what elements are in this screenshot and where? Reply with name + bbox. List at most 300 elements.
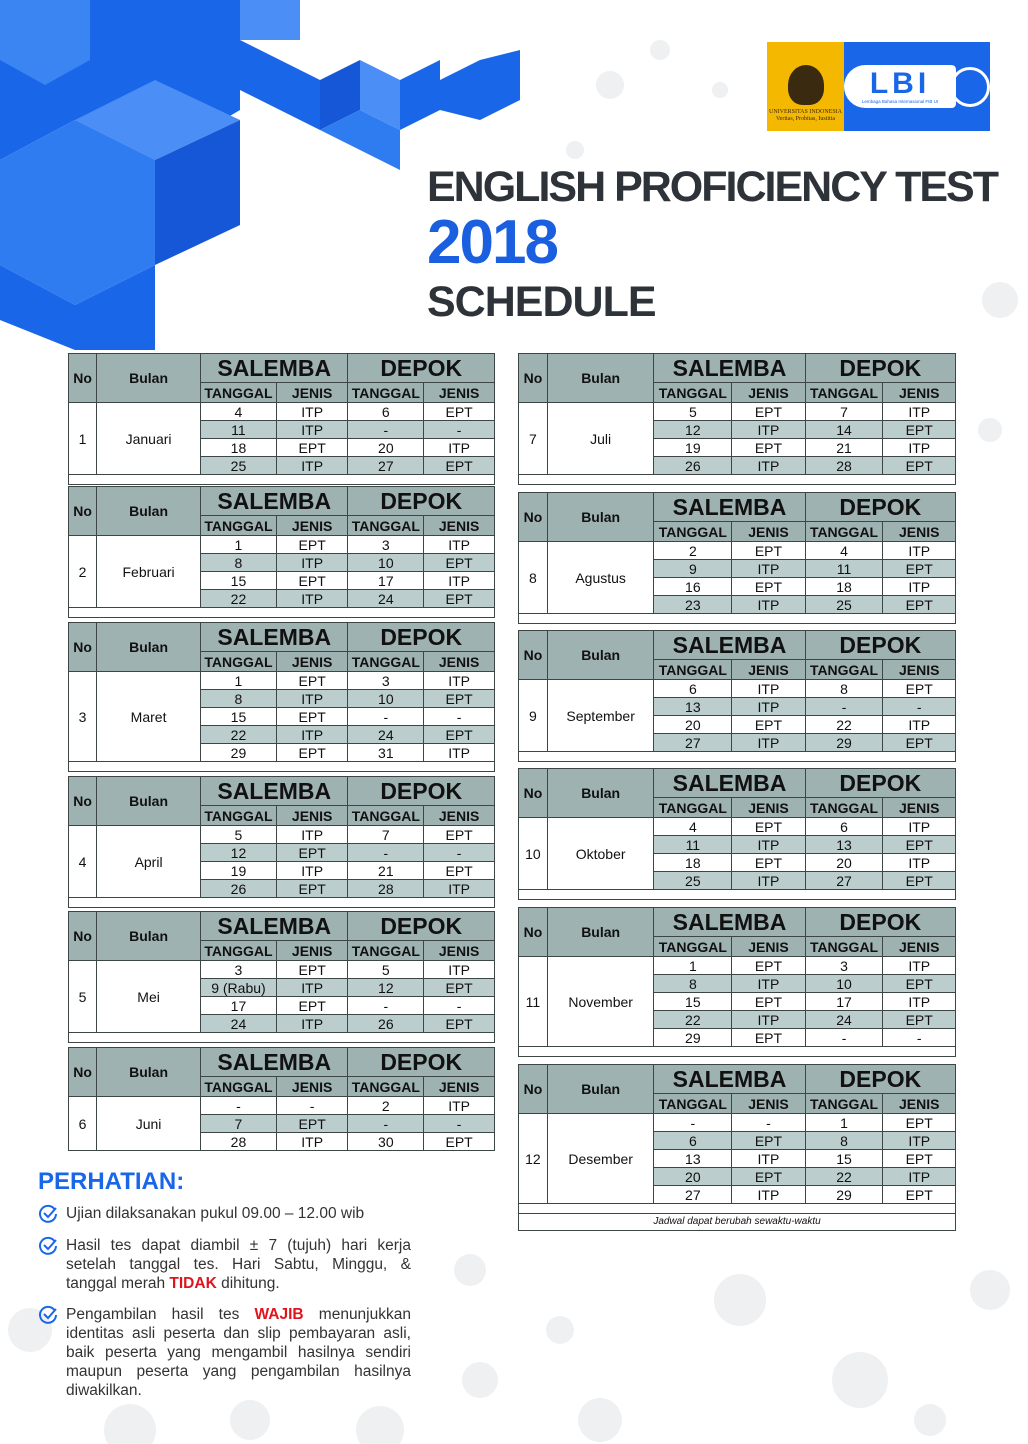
depok-date: 21: [348, 862, 424, 880]
depok-type: EPT: [424, 862, 495, 880]
header-depok: DEPOK: [805, 354, 955, 383]
salemba-date: 15: [201, 572, 277, 590]
depok-date: 27: [805, 872, 883, 890]
salemba-date: 25: [201, 457, 277, 475]
table-spacer: [519, 1204, 956, 1214]
header-no: No: [69, 777, 97, 826]
depok-type: EPT: [883, 1114, 956, 1132]
depok-type: EPT: [424, 979, 495, 997]
salemba-date: 6: [654, 1132, 732, 1150]
depok-type: ITP: [424, 880, 495, 898]
depok-type: EPT: [424, 403, 495, 421]
table-spacer: [69, 762, 495, 772]
salemba-type: ITP: [276, 403, 348, 421]
table-spacer: [519, 752, 956, 762]
salemba-type: EPT: [276, 708, 348, 726]
salemba-date: 23: [654, 596, 732, 614]
month-name: Oktober: [547, 818, 654, 890]
depok-type: ITP: [883, 818, 956, 836]
header-bulan: Bulan: [97, 777, 201, 826]
month-name: April: [97, 826, 201, 898]
depok-type: EPT: [424, 590, 495, 608]
header-tanggal: TANGGAL: [348, 652, 424, 672]
header-jenis: JENIS: [732, 383, 805, 403]
salemba-date: 8: [201, 554, 277, 572]
month-name: Januari: [97, 403, 201, 475]
depok-type: ITP: [424, 439, 495, 457]
header-tanggal: TANGGAL: [654, 798, 732, 818]
lbi-brand: LBI: [869, 67, 931, 100]
header-jenis: JENIS: [424, 652, 495, 672]
depok-date: -: [348, 708, 424, 726]
depok-date: 10: [805, 975, 883, 993]
header-depok: DEPOK: [348, 623, 495, 652]
depok-type: EPT: [883, 1011, 956, 1029]
header-jenis: JENIS: [424, 806, 495, 826]
header-no: No: [519, 493, 548, 542]
month-schedule-table: [68, 622, 495, 772]
salemba-date: 25: [654, 872, 732, 890]
salemba-date: 4: [654, 818, 732, 836]
salemba-date: 16: [654, 578, 732, 596]
depok-type: ITP: [883, 1132, 956, 1150]
salemba-type: ITP: [732, 680, 805, 698]
depok-date: 4: [805, 542, 883, 560]
depok-type: ITP: [424, 1097, 495, 1115]
salemba-date: 6: [654, 680, 732, 698]
makara-seal-icon: [788, 65, 824, 105]
depok-type: -: [424, 997, 495, 1015]
salemba-date: 8: [654, 975, 732, 993]
salemba-type: EPT: [276, 439, 348, 457]
depok-type: ITP: [424, 672, 495, 690]
table-row: [69, 672, 495, 690]
depok-type: ITP: [883, 957, 956, 975]
depok-date: 12: [348, 979, 424, 997]
depok-type: EPT: [883, 457, 956, 475]
salemba-date: 29: [201, 744, 277, 762]
header-tanggal: TANGGAL: [201, 806, 277, 826]
salemba-date: 18: [654, 854, 732, 872]
header-tanggal: TANGGAL: [201, 1077, 277, 1097]
salemba-type: EPT: [276, 880, 348, 898]
attention-text-part: Hasil tes dapat diambil ± 7 (tujuh) hari kerja setelah tanggal tes. Hari Sabtu, Minggu, & tanggal merah: [66, 1237, 411, 1292]
header-tanggal: TANGGAL: [805, 522, 883, 542]
salemba-date: 22: [654, 1011, 732, 1029]
depok-type: EPT: [424, 457, 495, 475]
attention-text-part: dihitung.: [216, 1275, 280, 1292]
salemba-type: ITP: [276, 826, 348, 844]
attention-text-part: menunjukkan identitas asli peserta dan slip pembayaran asli, baik peserta yang mengambil hasilnya sendiri maupun peserta yang pengambilan hasilnya diwakilkan.: [66, 1306, 411, 1399]
salemba-type: EPT: [732, 1132, 805, 1150]
header-jenis: JENIS: [732, 937, 805, 957]
header-depok: DEPOK: [348, 912, 495, 941]
depok-date: 26: [348, 1015, 424, 1033]
depok-type: -: [883, 1029, 956, 1047]
depok-type: -: [424, 708, 495, 726]
salemba-date: 22: [201, 590, 277, 608]
depok-date: 11: [805, 560, 883, 578]
depok-type: EPT: [424, 554, 495, 572]
table-row: [519, 542, 956, 560]
header-no: No: [69, 912, 97, 961]
salemba-date: 5: [201, 826, 277, 844]
salemba-type: ITP: [732, 1150, 805, 1168]
depok-date: 3: [805, 957, 883, 975]
table-row: [69, 1097, 495, 1115]
salemba-date: 29: [654, 1029, 732, 1047]
header-tanggal: TANGGAL: [654, 660, 732, 680]
header-tanggal: TANGGAL: [654, 383, 732, 403]
depok-date: 8: [805, 1132, 883, 1150]
header-salemba: SALEMBA: [201, 487, 348, 516]
salemba-type: EPT: [732, 957, 805, 975]
depok-date: 24: [348, 590, 424, 608]
salemba-type: ITP: [732, 975, 805, 993]
depok-type: -: [424, 844, 495, 862]
header-tanggal: TANGGAL: [348, 1077, 424, 1097]
depok-date: 22: [805, 716, 883, 734]
salemba-type: EPT: [276, 744, 348, 762]
title-year: 2018: [427, 208, 557, 277]
table-row: [519, 957, 956, 975]
salemba-type: EPT: [276, 844, 348, 862]
table-row: [69, 961, 495, 979]
salemba-date: 9 (Rabu): [201, 979, 277, 997]
attention-text-part: Pengambilan hasil tes: [66, 1306, 255, 1323]
salemba-date: 11: [201, 421, 277, 439]
header-tanggal: TANGGAL: [348, 941, 424, 961]
page-title: [427, 162, 997, 330]
attention-text: [66, 1305, 411, 1400]
university-motto: Veritas, Probitas, Iustitia: [776, 116, 835, 122]
depok-type: ITP: [424, 536, 495, 554]
depok-date: -: [348, 1115, 424, 1133]
header-jenis: JENIS: [276, 806, 348, 826]
salemba-type: ITP: [732, 698, 805, 716]
header-no: No: [519, 354, 548, 403]
salemba-date: -: [201, 1097, 277, 1115]
depok-type: ITP: [883, 578, 956, 596]
salemba-type: ITP: [732, 596, 805, 614]
month-schedule-table: [518, 492, 956, 624]
header-tanggal: TANGGAL: [805, 660, 883, 680]
depok-date: 29: [805, 1186, 883, 1204]
attention-item: [38, 1236, 411, 1293]
salemba-date: 12: [654, 421, 732, 439]
month-number: 3: [69, 672, 97, 762]
depok-date: 24: [805, 1011, 883, 1029]
header-bulan: Bulan: [547, 908, 654, 957]
salemba-type: EPT: [276, 672, 348, 690]
month-schedule-table: [68, 911, 495, 1043]
salemba-type: ITP: [732, 836, 805, 854]
month-name: September: [547, 680, 654, 752]
table-row: [69, 826, 495, 844]
depok-date: 29: [805, 734, 883, 752]
depok-type: ITP: [883, 439, 956, 457]
depok-date: 5: [348, 961, 424, 979]
title-line-3: SCHEDULE: [427, 278, 656, 326]
depok-type: EPT: [883, 596, 956, 614]
salemba-type: EPT: [276, 961, 348, 979]
salemba-date: 3: [201, 961, 277, 979]
table-row: [69, 536, 495, 554]
depok-type: EPT: [424, 1133, 495, 1151]
salemba-type: EPT: [732, 716, 805, 734]
header-salemba: SALEMBA: [654, 493, 805, 522]
lbi-subtitle: Lembaga Bahasa Internasional FIB UI: [861, 99, 939, 104]
header-jenis: JENIS: [883, 798, 956, 818]
header-tanggal: TANGGAL: [805, 383, 883, 403]
header-no: No: [69, 354, 97, 403]
attention-item: [38, 1305, 411, 1400]
salemba-type: ITP: [276, 726, 348, 744]
table-spacer: [69, 475, 495, 485]
salemba-type: ITP: [276, 1133, 348, 1151]
depok-type: EPT: [883, 872, 956, 890]
header-depok: DEPOK: [805, 493, 955, 522]
header-no: No: [69, 623, 97, 672]
university-name: UNIVERSITAS INDONESIA: [768, 109, 843, 115]
salemba-type: ITP: [732, 560, 805, 578]
header-tanggal: TANGGAL: [654, 1094, 732, 1114]
header-tanggal: TANGGAL: [201, 383, 277, 403]
depok-date: -: [348, 997, 424, 1015]
month-number: 2: [69, 536, 97, 608]
depok-type: EPT: [883, 680, 956, 698]
logo-banner: [767, 42, 990, 131]
table-spacer: [69, 1033, 495, 1043]
salemba-date: 17: [201, 997, 277, 1015]
depok-type: ITP: [883, 1168, 956, 1186]
depok-date: 2: [348, 1097, 424, 1115]
month-name: Maret: [97, 672, 201, 762]
month-number: 7: [519, 403, 548, 475]
depok-date: 15: [805, 1150, 883, 1168]
salemba-type: EPT: [732, 439, 805, 457]
depok-type: EPT: [883, 560, 956, 578]
header-tanggal: TANGGAL: [348, 383, 424, 403]
depok-date: 28: [805, 457, 883, 475]
salemba-type: EPT: [732, 818, 805, 836]
globe-icon: [950, 67, 990, 107]
depok-type: ITP: [883, 993, 956, 1011]
salemba-date: 12: [201, 844, 277, 862]
depok-type: ITP: [883, 716, 956, 734]
salemba-date: 15: [201, 708, 277, 726]
month-number: 11: [519, 957, 548, 1047]
month-number: 12: [519, 1114, 548, 1204]
header-bulan: Bulan: [547, 354, 654, 403]
header-depok: DEPOK: [348, 354, 495, 383]
depok-type: EPT: [883, 1186, 956, 1204]
depok-date: 10: [348, 690, 424, 708]
salemba-date: 9: [654, 560, 732, 578]
header-bulan: Bulan: [547, 1065, 654, 1114]
table-spacer: [519, 1047, 956, 1057]
month-number: 1: [69, 403, 97, 475]
header-tanggal: TANGGAL: [201, 652, 277, 672]
highlight-wajib: WAJIB: [254, 1306, 304, 1323]
header-depok: DEPOK: [805, 631, 955, 660]
salemba-date: 4: [201, 403, 277, 421]
attention-item: [38, 1204, 411, 1224]
salemba-type: EPT: [276, 1115, 348, 1133]
salemba-type: ITP: [732, 457, 805, 475]
salemba-type: -: [732, 1114, 805, 1132]
month-schedule-table: [68, 1047, 495, 1151]
header-jenis: JENIS: [732, 522, 805, 542]
salemba-type: EPT: [732, 578, 805, 596]
header-jenis: JENIS: [276, 1077, 348, 1097]
depok-date: 28: [348, 880, 424, 898]
header-depok: DEPOK: [805, 769, 955, 798]
header-no: No: [519, 631, 548, 680]
salemba-date: 19: [201, 862, 277, 880]
header-tanggal: TANGGAL: [348, 806, 424, 826]
salemba-date: 22: [201, 726, 277, 744]
header-jenis: JENIS: [276, 383, 348, 403]
header-jenis: JENIS: [424, 941, 495, 961]
header-no: No: [69, 487, 97, 536]
header-salemba: SALEMBA: [654, 908, 805, 937]
salemba-type: ITP: [276, 421, 348, 439]
month-number: 8: [519, 542, 548, 614]
depok-type: ITP: [424, 961, 495, 979]
depok-date: -: [805, 698, 883, 716]
header-depok: DEPOK: [805, 908, 955, 937]
header-tanggal: TANGGAL: [348, 516, 424, 536]
salemba-date: 20: [654, 716, 732, 734]
depok-date: -: [348, 844, 424, 862]
table-row: [519, 818, 956, 836]
depok-type: EPT: [883, 421, 956, 439]
header-salemba: SALEMBA: [201, 623, 348, 652]
header-jenis: JENIS: [276, 516, 348, 536]
header-jenis: JENIS: [732, 1094, 805, 1114]
month-name: Mei: [97, 961, 201, 1033]
salemba-type: ITP: [276, 690, 348, 708]
month-number: 6: [69, 1097, 97, 1151]
month-number: 9: [519, 680, 548, 752]
depok-type: ITP: [424, 572, 495, 590]
salemba-date: 26: [654, 457, 732, 475]
depok-type: EPT: [883, 734, 956, 752]
header-jenis: JENIS: [883, 660, 956, 680]
header-jenis: JENIS: [424, 383, 495, 403]
header-depok: DEPOK: [805, 1065, 955, 1094]
header-salemba: SALEMBA: [201, 1048, 348, 1077]
header-bulan: Bulan: [97, 354, 201, 403]
depok-date: 25: [805, 596, 883, 614]
depok-date: 30: [348, 1133, 424, 1151]
header-jenis: JENIS: [883, 937, 956, 957]
header-bulan: Bulan: [547, 631, 654, 680]
header-salemba: SALEMBA: [201, 354, 348, 383]
month-name: Februari: [97, 536, 201, 608]
depok-date: 22: [805, 1168, 883, 1186]
depok-date: -: [348, 421, 424, 439]
header-bulan: Bulan: [547, 493, 654, 542]
header-salemba: SALEMBA: [654, 631, 805, 660]
depok-date: 3: [348, 672, 424, 690]
header-tanggal: TANGGAL: [805, 937, 883, 957]
salemba-date: 11: [654, 836, 732, 854]
month-name: Agustus: [547, 542, 654, 614]
salemba-type: EPT: [276, 536, 348, 554]
highlight-tidak: TIDAK: [169, 1275, 217, 1292]
depok-date: 20: [348, 439, 424, 457]
depok-type: EPT: [883, 975, 956, 993]
header-salemba: SALEMBA: [201, 912, 348, 941]
salemba-date: 8: [201, 690, 277, 708]
depok-date: 17: [348, 572, 424, 590]
salemba-type: ITP: [732, 1186, 805, 1204]
salemba-type: EPT: [276, 997, 348, 1015]
lbi-logo: [844, 42, 990, 131]
header-jenis: JENIS: [276, 652, 348, 672]
depok-type: ITP: [883, 403, 956, 421]
table-spacer: [519, 614, 956, 624]
depok-date: 1: [805, 1114, 883, 1132]
table-spacer: [519, 475, 956, 485]
depok-date: 17: [805, 993, 883, 1011]
salemba-date: 1: [201, 672, 277, 690]
salemba-type: ITP: [276, 1015, 348, 1033]
header-bulan: Bulan: [97, 487, 201, 536]
header-no: No: [69, 1048, 97, 1097]
table-spacer: [69, 608, 495, 618]
header-depok: DEPOK: [348, 777, 495, 806]
header-no: No: [519, 908, 548, 957]
header-jenis: JENIS: [276, 941, 348, 961]
header-jenis: JENIS: [883, 522, 956, 542]
depok-date: 24: [348, 726, 424, 744]
depok-date: 21: [805, 439, 883, 457]
salemba-type: ITP: [276, 979, 348, 997]
depok-type: EPT: [424, 1015, 495, 1033]
salemba-type: ITP: [732, 872, 805, 890]
table-row: [519, 403, 956, 421]
salemba-date: 19: [654, 439, 732, 457]
depok-date: 14: [805, 421, 883, 439]
header-jenis: JENIS: [732, 798, 805, 818]
depok-date: -: [805, 1029, 883, 1047]
depok-date: 6: [348, 403, 424, 421]
depok-type: EPT: [883, 836, 956, 854]
month-schedule-table: [518, 1064, 956, 1231]
header-jenis: JENIS: [424, 516, 495, 536]
depok-type: ITP: [883, 542, 956, 560]
salemba-type: EPT: [732, 1168, 805, 1186]
month-name: November: [547, 957, 654, 1047]
depok-date: 8: [805, 680, 883, 698]
header-salemba: SALEMBA: [654, 1065, 805, 1094]
month-schedule-table: [518, 353, 956, 485]
depok-date: 20: [805, 854, 883, 872]
depok-date: 3: [348, 536, 424, 554]
depok-type: EPT: [424, 690, 495, 708]
header-bulan: Bulan: [97, 623, 201, 672]
salemba-date: 24: [201, 1015, 277, 1033]
salemba-date: 20: [654, 1168, 732, 1186]
header-salemba: SALEMBA: [201, 777, 348, 806]
depok-type: -: [424, 421, 495, 439]
depok-type: EPT: [883, 1150, 956, 1168]
attention-text: [66, 1236, 411, 1293]
header-jenis: JENIS: [883, 383, 956, 403]
